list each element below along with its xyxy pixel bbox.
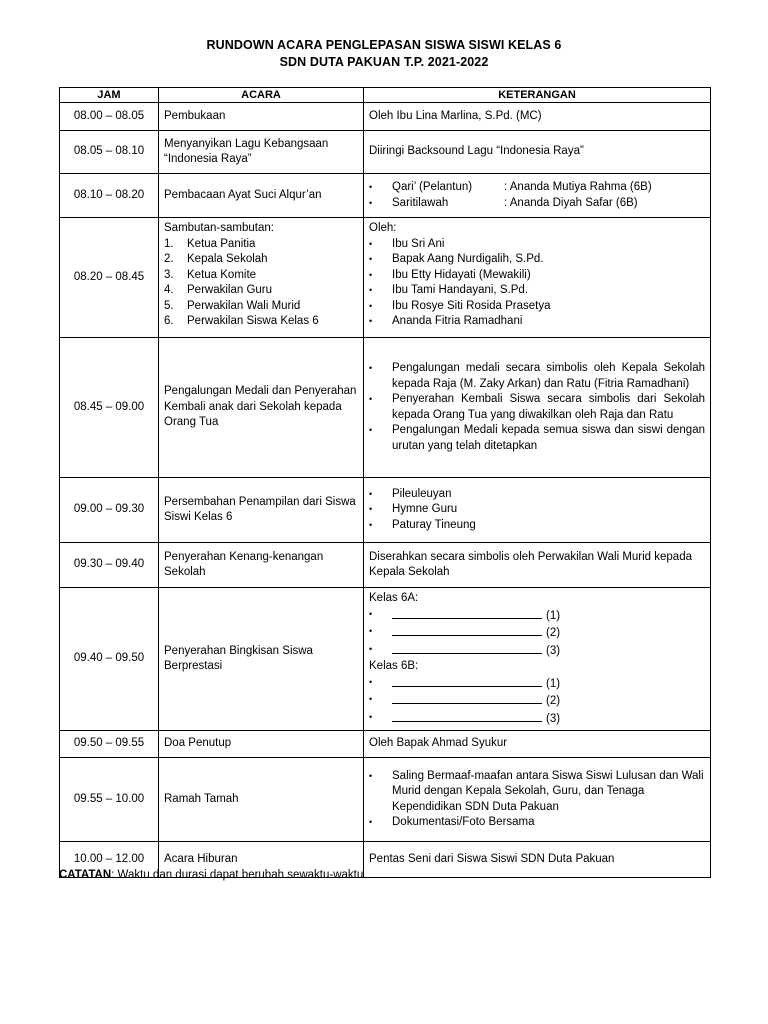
bullet-icon: • [369, 363, 373, 373]
list-text: Hymne Guru [392, 503, 458, 516]
list-item [164, 283, 358, 299]
cell-jam: 09.40 – 09.50 [60, 588, 159, 731]
list-number: 5. [164, 299, 174, 312]
bullet-icon: • [369, 770, 373, 781]
cell-jam: 08.45 – 09.00 [60, 338, 159, 478]
list-number: 1. [164, 237, 174, 250]
list-text: Pengalungan medali secara simbolis oleh Kepala Sekolah kepada Raja (M. Zaky Arkan) dan Ratu (Fitria Ramadhani) [392, 362, 705, 390]
list-text: (2) [546, 695, 561, 707]
cell-jam: 08.05 – 08.10 [60, 131, 159, 174]
list-item [164, 314, 358, 330]
list-item [369, 314, 705, 330]
list-item [369, 502, 705, 518]
table-row [60, 103, 711, 131]
bullet-icon: • [369, 608, 373, 619]
group-label: Kelas 6A: [369, 592, 419, 604]
bullet-icon: • [369, 269, 373, 280]
header-acara: ACARA [159, 88, 364, 103]
bullet-list [369, 607, 705, 660]
list-number: 6. [164, 315, 174, 327]
cell-keterangan: Oleh Ibu Lina Marlina, S.Pd. (MC) [364, 103, 711, 131]
bullet-list [369, 361, 705, 454]
table-row [60, 758, 711, 842]
bullet-icon: • [369, 425, 373, 435]
list-text: Penyerahan Kembali Siswa secara simbolis dari Sekolah kepada Orang Tua yang diwakilkan oleh Raja dan Ratu [392, 393, 705, 421]
list-item [369, 692, 705, 710]
table-header-row [60, 88, 711, 103]
list-item [164, 268, 358, 284]
cell-keterangan: Oleh Bapak Ahmad Syukur [364, 731, 711, 758]
blank-line [392, 607, 542, 619]
bullet-icon: • [369, 643, 373, 654]
list-text: Pileuleuyan [392, 487, 452, 500]
bullet-list [369, 180, 705, 211]
cell-keterangan [364, 174, 711, 218]
bullet-icon: • [369, 238, 373, 249]
cell-acara: Ramah Tamah [159, 758, 364, 842]
list-item [369, 392, 705, 423]
list-item [164, 237, 358, 253]
list-item [369, 815, 705, 831]
cell-jam: 10.00 – 12.00 [60, 842, 159, 878]
blank-line [392, 710, 542, 722]
keterangan-heading: Oleh: [369, 222, 397, 234]
list-item [369, 675, 705, 693]
cell-jam: 08.00 – 08.05 [60, 103, 159, 131]
cell-jam: 09.00 – 09.30 [60, 478, 159, 543]
bullet-icon: • [369, 626, 373, 636]
list-item [369, 487, 705, 503]
list-item [369, 196, 705, 212]
cell-keterangan: Diiringi Backsound Lagu “Indonesia Raya” [364, 131, 711, 174]
bullet-icon: • [369, 316, 373, 326]
list-text: Perwakilan Siswa Kelas 6 [187, 315, 319, 327]
cell-acara: Doa Penutup [159, 731, 364, 758]
cell-keterangan: Diserahkan secara simbolis oleh Perwakilan Wali Murid kepada Kepala Sekolah [364, 543, 711, 588]
cell-jam: 09.55 – 10.00 [60, 758, 159, 842]
cell-acara: Penyerahan Bingkisan Siswa Berprestasi [159, 588, 364, 731]
table-row [60, 131, 711, 174]
list-text: Ibu Rosye Siti Rosida Prasetya [392, 299, 551, 312]
item-name: : Ananda Diyah Safar (6B) [504, 196, 638, 209]
cell-keterangan: Pentas Seni dari Siswa Siswi SDN Duta Pakuan [364, 842, 711, 878]
cell-jam: 09.50 – 09.55 [60, 731, 159, 758]
item-name: : Ananda Mutiya Rahma (6B) [504, 181, 652, 193]
list-item [164, 299, 358, 315]
list-item [369, 423, 705, 454]
blank-line [392, 624, 542, 636]
bullet-icon: • [369, 694, 373, 704]
cell-acara: Pembukaan [159, 103, 364, 131]
cell-acara: Pembacaan Ayat Suci Alqur’an [159, 174, 364, 218]
list-text: Perwakilan Guru [187, 284, 273, 296]
list-text: Ketua Panitia [187, 237, 256, 250]
bullet-icon: • [369, 504, 373, 515]
table-row [60, 478, 711, 543]
table-row [60, 174, 711, 218]
list-item [369, 710, 705, 728]
list-item [369, 607, 705, 625]
footnote [59, 869, 366, 881]
list-item [369, 624, 705, 642]
bullet-list [369, 487, 705, 534]
list-item [369, 769, 705, 816]
list-text: Paturay Tineung [392, 518, 476, 531]
table-row [60, 218, 711, 338]
bullet-icon: • [369, 519, 373, 530]
bullet-icon: • [369, 254, 373, 264]
list-text: Saling Bermaaf-maafan antara Siswa Siswi Lulusan dan Wali Murid dengan Kepala Sekolah, Guru, dan Tenaga Kependidikan SDN Duta Pakuan [392, 769, 704, 813]
list-text: (1) [546, 609, 561, 622]
document-subtitle: SDN DUTA PAKUAN T.P. 2021-2022 [279, 55, 489, 69]
cell-acara [159, 218, 364, 338]
cell-jam: 08.20 – 08.45 [60, 218, 159, 338]
list-item [369, 518, 705, 534]
list-item [369, 180, 705, 196]
cell-keterangan [364, 588, 711, 731]
cell-keterangan [364, 478, 711, 543]
cell-acara: Penyerahan Kenang-kenangan Sekolah [159, 543, 364, 588]
list-number: 2. [164, 253, 174, 265]
list-item [369, 361, 705, 392]
table-row [60, 588, 711, 731]
list-item [369, 237, 705, 253]
list-text: Dokumentasi/Foto Bersama [392, 816, 535, 828]
list-text: Ibu Sri Ani [392, 237, 445, 250]
list-text: Kepala Sekolah [187, 253, 268, 265]
list-text: Perwakilan Wali Murid [187, 299, 301, 312]
list-item [369, 252, 705, 268]
numbered-list [164, 237, 358, 330]
cell-jam: 09.30 – 09.40 [60, 543, 159, 588]
header-keterangan: KETERANGAN [364, 88, 711, 103]
list-text: (1) [546, 677, 561, 690]
cell-acara: Pengalungan Medali dan Penyerahan Kembali anak dari Sekolah kepada Orang Tua [159, 338, 364, 478]
cell-jam: 08.10 – 08.20 [60, 174, 159, 218]
list-text: Pengalungan Medali kepada semua siswa dan siswi dengan urutan yang telah ditetapkan [392, 424, 705, 452]
list-text: Ibu Etty Hidayati (Mewakili) [392, 268, 531, 281]
list-item [369, 283, 705, 299]
bullet-icon: • [369, 488, 373, 499]
cell-acara: Menyanyikan Lagu Kebangsaan “Indonesia Raya” [159, 131, 364, 174]
bullet-list [369, 237, 705, 330]
list-text: Ananda Fitria Ramadhani [392, 315, 523, 327]
bullet-icon: • [369, 676, 373, 687]
list-number: 4. [164, 284, 174, 296]
list-item [369, 299, 705, 315]
cell-acara: Persembahan Penampilan dari Siswa Siswi Kelas 6 [159, 478, 364, 543]
item-role: Qari’ (Pelantun) [392, 181, 473, 193]
list-text: Bapak Aang Nurdigalih, S.Pd. [392, 253, 544, 265]
list-text: Ketua Komite [187, 268, 257, 281]
list-text: (2) [546, 627, 561, 639]
blank-line [392, 642, 542, 654]
footnote-text: : Waktu dan durasi dapat berubah sewaktu-waktu. [111, 869, 367, 881]
list-text: Ibu Tami Handayani, S.Pd. [392, 284, 528, 296]
bullet-icon: • [369, 197, 373, 208]
bullet-icon: • [369, 711, 373, 722]
document-title: RUNDOWN ACARA PENGLEPASAN SISWA SISWI KELAS 6 [206, 38, 562, 52]
table-row [60, 543, 711, 588]
list-item [369, 642, 705, 660]
list-text: (3) [546, 712, 561, 725]
item-role: Saritilawah [392, 196, 449, 209]
cell-keterangan [364, 218, 711, 338]
table-row [60, 731, 711, 758]
cell-keterangan [364, 758, 711, 842]
blank-line [392, 675, 542, 687]
cell-keterangan [364, 338, 711, 478]
header-jam: JAM [60, 88, 159, 103]
cell-acara: Acara Hiburan [159, 842, 364, 878]
bullet-icon: • [369, 182, 373, 192]
bullet-icon: • [369, 285, 373, 295]
group-label: Kelas 6B: [369, 660, 419, 672]
bullet-list [369, 769, 705, 831]
bullet-icon: • [369, 817, 373, 827]
bullet-icon: • [369, 394, 373, 404]
bullet-icon: • [369, 300, 373, 311]
table-row [60, 338, 711, 478]
list-item [369, 268, 705, 284]
bullet-list [369, 675, 705, 728]
list-number: 3. [164, 268, 174, 281]
list-text: (3) [546, 644, 561, 657]
list-item [164, 252, 358, 268]
footnote-label: CATATAN [59, 869, 112, 881]
acara-heading: Sambutan-sambutan: [164, 222, 274, 234]
blank-line [392, 692, 542, 704]
rundown-table [59, 87, 711, 878]
